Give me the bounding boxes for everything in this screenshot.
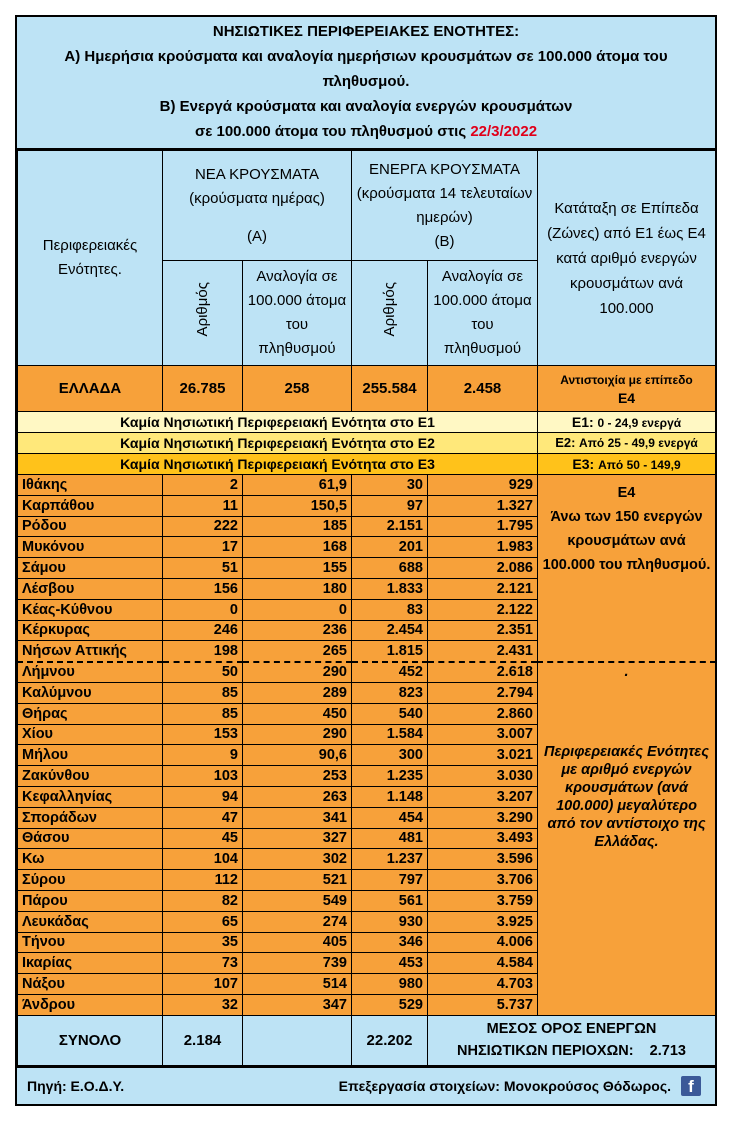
active-ratio: 3.021 xyxy=(428,745,538,766)
zone-e3-range: Από 50 - 149,9 xyxy=(598,457,681,472)
new-ratio: 263 xyxy=(243,786,352,807)
active-cases: 201 xyxy=(352,537,428,558)
new-cases: 45 xyxy=(163,828,243,849)
new-ratio: 549 xyxy=(243,890,352,911)
new-ratio: 290 xyxy=(243,662,352,683)
col-new-header xyxy=(163,151,352,261)
new-cases: 47 xyxy=(163,807,243,828)
new-ratio: 61,9 xyxy=(243,475,352,496)
region-name: Καλύμνου xyxy=(18,682,163,703)
title-line-3: Β) Ενεργά κρούσματα και αναλογία ενεργών κρουσμάτων xyxy=(159,98,573,115)
active-ratio: 3.493 xyxy=(428,828,538,849)
above-greece-note xyxy=(538,662,716,1016)
active-cases: 2.151 xyxy=(352,516,428,537)
table-row xyxy=(18,662,716,683)
active-cases: 1.584 xyxy=(352,724,428,745)
zone-e3-text: Καμία Νησιωτική Περιφερειακή Ενότητα στο Ε3 xyxy=(18,454,538,475)
footer-credit: Επεξεργασία στοιχείων: Μονοκρούσος Θόδωρος. xyxy=(338,1077,671,1094)
active-cases: 930 xyxy=(352,911,428,932)
greece-zone-value: Ε4 xyxy=(617,389,636,406)
report-date: 22/3/2022 xyxy=(470,123,538,140)
new-cases: 103 xyxy=(163,766,243,787)
new-cases: 107 xyxy=(163,974,243,995)
active-ratio: 1.795 xyxy=(428,516,538,537)
col-new-tag: (Α) xyxy=(247,227,267,245)
active-ratio: 1.983 xyxy=(428,537,538,558)
zone-e1-legend xyxy=(538,412,716,433)
zone-e1-text: Καμία Νησιωτική Περιφερειακή Ενότητα στο Ε1 xyxy=(18,412,538,433)
column-header-row xyxy=(18,151,716,261)
active-ratio: 3.030 xyxy=(428,766,538,787)
zone-e1-label: Ε1: xyxy=(571,413,594,430)
active-cases: 1.237 xyxy=(352,849,428,870)
region-name: Καρπάθου xyxy=(18,495,163,516)
col-region-header: Περιφερειακές Ενότητες. xyxy=(18,151,163,366)
region-name: Σύρου xyxy=(18,870,163,891)
active-cases: 300 xyxy=(352,745,428,766)
avg-value: 2.713 xyxy=(649,1043,686,1060)
new-cases: 156 xyxy=(163,578,243,599)
active-cases: 823 xyxy=(352,682,428,703)
title-line-4-text: σε 100.000 άτομα του πληθυσμού στις xyxy=(194,123,467,140)
active-cases: 797 xyxy=(352,870,428,891)
zone-row-e1 xyxy=(18,412,716,433)
active-ratio: 2.122 xyxy=(428,599,538,620)
active-ratio: 2.618 xyxy=(428,662,538,683)
active-cases: 83 xyxy=(352,599,428,620)
total-row xyxy=(18,1015,716,1065)
new-ratio: 290 xyxy=(243,724,352,745)
total-new-ratio xyxy=(243,1015,352,1065)
greece-name: ΕΛΛΑΔΑ xyxy=(18,366,163,412)
new-cases: 51 xyxy=(163,558,243,579)
new-ratio: 0 xyxy=(243,599,352,620)
new-ratio: 155 xyxy=(243,558,352,579)
region-name: Μήλου xyxy=(18,745,163,766)
active-ratio: 929 xyxy=(428,475,538,496)
title-line-4 xyxy=(23,119,709,144)
active-ratio: 4.006 xyxy=(428,932,538,953)
new-cases: 11 xyxy=(163,495,243,516)
new-cases: 153 xyxy=(163,724,243,745)
region-name: Νάξου xyxy=(18,974,163,995)
col-active-number-label: Αριθμός xyxy=(380,281,398,337)
greece-new-ratio: 258 xyxy=(243,366,352,412)
region-name: Ιθάκης xyxy=(18,475,163,496)
active-cases: 1.815 xyxy=(352,641,428,662)
greece-active-ratio: 2.458 xyxy=(428,366,538,412)
region-name: Σποράδων xyxy=(18,807,163,828)
active-ratio: 3.706 xyxy=(428,870,538,891)
active-cases: 1.833 xyxy=(352,578,428,599)
zone-e2-legend xyxy=(538,433,716,454)
avg-active xyxy=(428,1015,716,1065)
active-cases: 1.148 xyxy=(352,786,428,807)
active-ratio: 3.007 xyxy=(428,724,538,745)
active-cases: 1.235 xyxy=(352,766,428,787)
new-ratio: 274 xyxy=(243,911,352,932)
new-ratio: 236 xyxy=(243,620,352,641)
active-ratio: 5.737 xyxy=(428,994,538,1015)
zone-e4-text: Άνω των 150 ενεργών κρουσμάτων ανά 100.000 του πληθυσμού. xyxy=(542,509,711,573)
active-cases: 454 xyxy=(352,807,428,828)
col-active-ratio-header: Αναλογία σε 100.000 άτομα του πληθυσμού xyxy=(428,261,538,366)
greece-row xyxy=(18,366,716,412)
region-name: Μυκόνου xyxy=(18,537,163,558)
active-cases: 980 xyxy=(352,974,428,995)
col-active-number-header xyxy=(352,261,428,366)
total-new: 2.184 xyxy=(163,1015,243,1065)
table-row xyxy=(18,475,716,496)
col-active-title: ΕΝΕΡΓΑ ΚΡΟΥΣΜΑΤΑ xyxy=(369,160,520,178)
greece-new: 26.785 xyxy=(163,366,243,412)
zone-e2-text: Καμία Νησιωτική Περιφερειακή Ενότητα στο Ε2 xyxy=(18,433,538,454)
new-cases: 2 xyxy=(163,475,243,496)
region-name: Χίου xyxy=(18,724,163,745)
active-cases: 97 xyxy=(352,495,428,516)
new-ratio: 180 xyxy=(243,578,352,599)
note-dot: . xyxy=(624,663,629,680)
col-active-header xyxy=(352,151,538,261)
active-ratio: 2.431 xyxy=(428,641,538,662)
col-new-number-header xyxy=(163,261,243,366)
region-name: Ζακύνθου xyxy=(18,766,163,787)
greece-zone-label: Αντιστοιχία με επίπεδο xyxy=(560,372,693,387)
zone-e2-range: Από 25 - 49,9 ενεργά xyxy=(579,436,698,450)
region-name: Νήσων Αττικής xyxy=(18,641,163,662)
new-cases: 85 xyxy=(163,682,243,703)
region-name: Άνδρου xyxy=(18,994,163,1015)
new-ratio: 253 xyxy=(243,766,352,787)
zone-row-e2 xyxy=(18,433,716,454)
new-cases: 104 xyxy=(163,849,243,870)
new-ratio: 289 xyxy=(243,682,352,703)
new-cases: 198 xyxy=(163,641,243,662)
active-ratio: 4.584 xyxy=(428,953,538,974)
region-name: Θάσου xyxy=(18,828,163,849)
new-cases: 50 xyxy=(163,662,243,683)
active-cases: 2.454 xyxy=(352,620,428,641)
new-cases: 82 xyxy=(163,890,243,911)
active-cases: 481 xyxy=(352,828,428,849)
zone-e3-label: Ε3: xyxy=(572,455,595,472)
zone-e3-legend xyxy=(538,454,716,475)
region-name: Σάμου xyxy=(18,558,163,579)
active-cases: 30 xyxy=(352,475,428,496)
new-ratio: 90,6 xyxy=(243,745,352,766)
active-cases: 452 xyxy=(352,662,428,683)
col-new-title: ΝΕΑ ΚΡΟΥΣΜΑΤΑ xyxy=(194,165,320,183)
zone-row-e3 xyxy=(18,454,716,475)
new-cases: 35 xyxy=(163,932,243,953)
new-ratio: 327 xyxy=(243,828,352,849)
active-ratio: 3.290 xyxy=(428,807,538,828)
active-ratio: 3.759 xyxy=(428,890,538,911)
zone-e2-label: Ε2: xyxy=(555,435,576,450)
title-block xyxy=(17,17,715,150)
active-ratio: 2.086 xyxy=(428,558,538,579)
zone-e1-range: 0 - 24,9 ενεργά xyxy=(597,415,682,430)
new-ratio: 521 xyxy=(243,870,352,891)
new-cases: 32 xyxy=(163,994,243,1015)
new-cases: 94 xyxy=(163,786,243,807)
new-ratio: 347 xyxy=(243,994,352,1015)
active-ratio: 3.925 xyxy=(428,911,538,932)
zone-e4-title: Ε4 xyxy=(617,485,636,501)
col-active-tag: (Β) xyxy=(434,232,455,250)
new-ratio: 514 xyxy=(243,974,352,995)
region-name: Λέσβου xyxy=(18,578,163,599)
new-cases: 85 xyxy=(163,703,243,724)
zone-e4-note xyxy=(538,475,716,662)
new-ratio: 168 xyxy=(243,537,352,558)
facebook-icon[interactable]: f xyxy=(681,1076,701,1096)
region-name: Τήνου xyxy=(18,932,163,953)
new-ratio: 405 xyxy=(243,932,352,953)
title-line-2: Α) Ημερήσια κρούσματα και αναλογία ημερήσιων κρουσμάτων σε 100.000 άτομα του πληθυσμού. xyxy=(64,48,668,90)
title-line-1: ΝΗΣΙΩΤΙΚΕΣ ΠΕΡΙΦΕΡΕΙΑΚΕΣ ΕΝΟΤΗΤΕΣ: xyxy=(212,23,520,40)
active-ratio: 1.327 xyxy=(428,495,538,516)
new-cases: 112 xyxy=(163,870,243,891)
new-ratio: 185 xyxy=(243,516,352,537)
col-new-number-label: Αριθμός xyxy=(193,281,211,337)
active-ratio: 4.703 xyxy=(428,974,538,995)
region-name: Λήμνου xyxy=(18,662,163,683)
new-ratio: 302 xyxy=(243,849,352,870)
active-cases: 453 xyxy=(352,953,428,974)
new-cases: 0 xyxy=(163,599,243,620)
region-name: Πάρου xyxy=(18,890,163,911)
new-cases: 65 xyxy=(163,911,243,932)
active-ratio: 2.794 xyxy=(428,682,538,703)
new-cases: 73 xyxy=(163,953,243,974)
total-active: 22.202 xyxy=(352,1015,428,1065)
col-active-sub: (κρούσματα 14 τελευταίων ημερών) xyxy=(356,184,533,226)
active-ratio: 2.351 xyxy=(428,620,538,641)
region-name: Κέρκυρας xyxy=(18,620,163,641)
new-ratio: 150,5 xyxy=(243,495,352,516)
col-new-sub: (κρούσματα ημέρας) xyxy=(189,189,325,207)
col-new-ratio-header: Αναλογία σε 100.000 άτομα του πληθυσμού xyxy=(243,261,352,366)
footer xyxy=(17,1066,715,1104)
new-ratio: 450 xyxy=(243,703,352,724)
region-name: Λευκάδας xyxy=(18,911,163,932)
region-name: Ικαρίας xyxy=(18,953,163,974)
avg-line-1: ΜΕΣΟΣ ΟΡΟΣ ΕΝΕΡΓΩΝ xyxy=(486,1021,657,1038)
active-cases: 688 xyxy=(352,558,428,579)
new-cases: 222 xyxy=(163,516,243,537)
region-name: Κεφαλληνίας xyxy=(18,786,163,807)
region-rows xyxy=(18,475,716,1016)
data-table xyxy=(17,150,716,1066)
infographic-sheet xyxy=(15,15,717,1106)
new-ratio: 739 xyxy=(243,953,352,974)
active-ratio: 3.596 xyxy=(428,849,538,870)
footer-source: Πηγή: Ε.Ο.Δ.Υ. xyxy=(27,1077,125,1094)
col-zone-header: Κατάταξη σε Επίπεδα (Ζώνες) από Ε1 έως Ε4 κατά αριθμό ενεργών κρουσμάτων ανά 100.000 xyxy=(538,151,716,366)
new-ratio: 265 xyxy=(243,641,352,662)
active-cases: 346 xyxy=(352,932,428,953)
greece-zone xyxy=(538,366,716,412)
active-cases: 529 xyxy=(352,994,428,1015)
active-ratio: 3.207 xyxy=(428,786,538,807)
active-cases: 561 xyxy=(352,890,428,911)
greece-active: 255.584 xyxy=(352,366,428,412)
above-greece-text: Περιφερειακές Ενότητες με αριθμό ενεργών κρουσμάτων (ανά 100.000) μεγαλύτερο από τον αντίστοιχο της Ελλάδας. xyxy=(544,743,709,850)
region-name: Θήρας xyxy=(18,703,163,724)
new-cases: 9 xyxy=(163,745,243,766)
region-name: Κέας-Κύθνου xyxy=(18,599,163,620)
avg-line-2: ΝΗΣΙΩΤΙΚΩΝ ΠΕΡΙΟΧΩΝ: xyxy=(457,1043,634,1060)
new-cases: 246 xyxy=(163,620,243,641)
new-cases: 17 xyxy=(163,537,243,558)
active-cases: 540 xyxy=(352,703,428,724)
active-ratio: 2.121 xyxy=(428,578,538,599)
active-ratio: 2.860 xyxy=(428,703,538,724)
region-name: Ρόδου xyxy=(18,516,163,537)
new-ratio: 341 xyxy=(243,807,352,828)
avg-line-2-wrap xyxy=(432,1040,711,1062)
total-label: ΣΥΝΟΛΟ xyxy=(18,1015,163,1065)
region-name: Κω xyxy=(18,849,163,870)
